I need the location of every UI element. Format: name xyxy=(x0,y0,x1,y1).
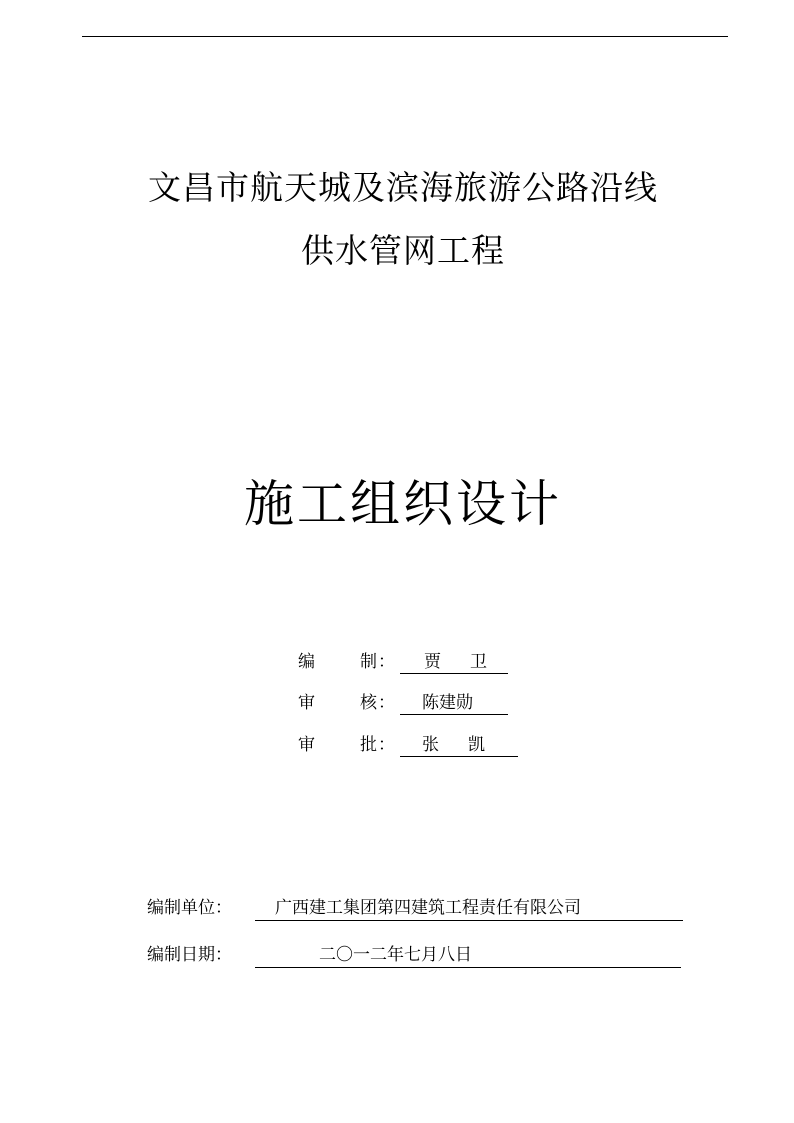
date-label: 编制日期： xyxy=(147,945,232,965)
unit-value: 广西建工集团第四建筑工程责任有限公司 xyxy=(255,895,683,921)
date-value: 二〇一二年七月八日 xyxy=(255,942,681,968)
document-title: 施工组织设计 xyxy=(244,475,562,533)
signature-name-reviewer: 陈建勋 xyxy=(400,691,508,715)
project-title-line2: 供水管网工程 xyxy=(301,231,505,270)
signature-name-compiler: 贾 卫 xyxy=(400,650,508,674)
project-title-line1: 文昌市航天城及滨海旅游公路沿线 xyxy=(148,168,658,207)
unit-label: 编制单位： xyxy=(147,898,232,918)
header-rule xyxy=(82,36,728,37)
signature-name-approver: 张 凯 xyxy=(400,733,518,757)
